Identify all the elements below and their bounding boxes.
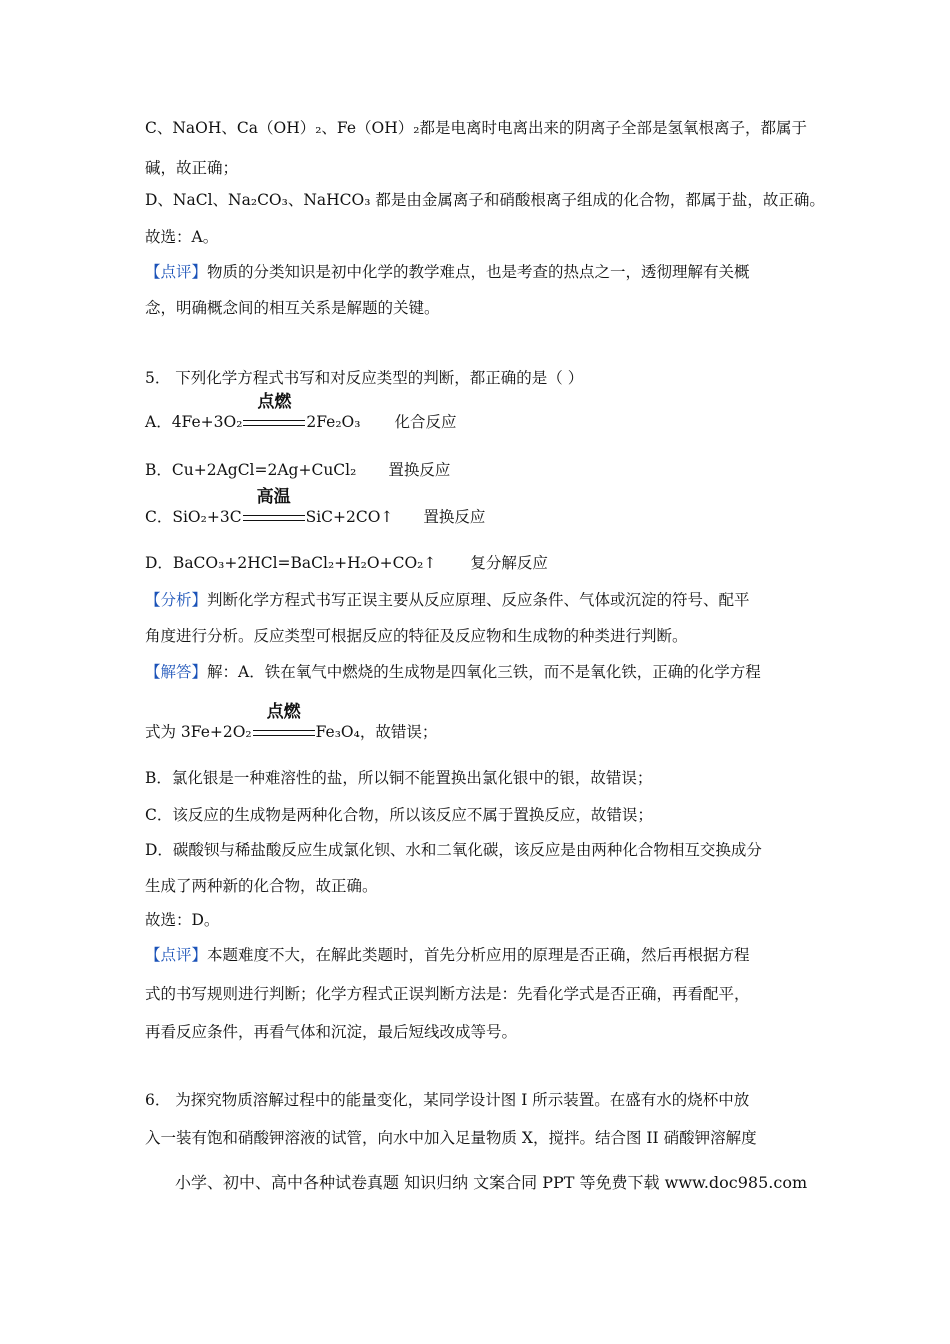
review-tag: 【点评】 (145, 263, 208, 281)
equation-right: Fe₃O₄，故错误； (315, 723, 438, 741)
reaction-condition: 高温 (256, 487, 291, 507)
reaction-condition: 点燃 (257, 392, 292, 412)
analysis-text: 判断化学方程式书写正误主要从反应原理、反应条件、气体或沉淀的符号、配平 (207, 591, 750, 609)
equals-bars (253, 730, 315, 736)
question-stem: 5． 下列化学方程式书写和对反应类型的判断，都正确的是（ ） (145, 369, 584, 387)
answer-line: 故选：D。 (145, 911, 220, 929)
text-line: 式的书写规则进行判断；化学方程式正误判断方法是：先看化学式是否正确，再看配平， (145, 985, 750, 1003)
reaction-type: 复分解反应 (470, 554, 548, 572)
solution-text: 解：A．铁在氧气中燃烧的生成物是四氧化三铁，而不是氧化铁，正确的化学方程 (207, 663, 761, 681)
equation-left: C．SiO₂+3C (145, 508, 242, 526)
text-line: D．碳酸钡与稀盐酸反应生成氯化钡、水和二氧化碳，该反应是由两种化合物相互交换成分 (145, 841, 762, 859)
review-paragraph (145, 262, 750, 282)
page-footer: 小学、初中、高中各种试卷真题 知识归纳 文案合同 PPT 等免费下载 www.doc985.com (175, 1173, 808, 1192)
solution-tag: 【解答】 (145, 663, 208, 681)
option-b (145, 460, 450, 480)
analysis-tag: 【分析】 (145, 591, 208, 609)
text-line: 角度进行分析。反应类型可根据反应的特征及反应物和生成物的种类进行判断。 (145, 627, 688, 645)
text-line: 再看反应条件，再看气体和沉淀，最后短线改成等号。 (145, 1023, 518, 1041)
solution-paragraph (145, 662, 761, 682)
reaction-arrow (252, 702, 316, 742)
solution-equation-line (145, 702, 438, 742)
text-line: 碱，故正确； (145, 159, 239, 177)
reaction-arrow (242, 392, 306, 432)
equation-left: 式为 3Fe+2O₂ (145, 723, 252, 741)
review-paragraph (145, 945, 750, 965)
review-tag: 【点评】 (145, 946, 208, 964)
equation-right: SiC+2CO↑ (305, 508, 394, 526)
equation-right: 2Fe₂O₃ (306, 413, 361, 431)
text-line: 生成了两种新的化合物，故正确。 (145, 877, 378, 895)
reaction-arrow (242, 487, 306, 527)
reaction-type: 置换反应 (423, 508, 486, 526)
equals-bars (243, 420, 305, 426)
text-line: D、NaCl、Na₂CO₃、NaHCO₃ 都是由金属离子和硝酸根离子组成的化合物，都属于盐，故正确。 (145, 191, 825, 209)
text-line: C．该反应的生成物是两种化合物，所以该反应不属于置换反应，故错误； (145, 806, 653, 824)
review-text: 物质的分类知识是初中化学的教学难点，也是考查的热点之一，透彻理解有关概 (207, 263, 750, 281)
equation-left: A．4Fe+3O₂ (145, 413, 243, 431)
reaction-type: 置换反应 (388, 461, 451, 479)
option-a (145, 392, 457, 432)
answer-line: 故选：A。 (145, 228, 219, 246)
equals-bars (243, 515, 305, 521)
text-line: 入一装有饱和硝酸钾溶液的试管，向水中加入足量物质 X，搅拌。结合图 II 硝酸钾溶解度 (145, 1129, 757, 1147)
equation: B．Cu+2AgCl=2Ag+CuCl₂ (145, 461, 357, 479)
option-c (145, 487, 486, 527)
reaction-type: 化合反应 (394, 413, 457, 431)
analysis-paragraph (145, 590, 750, 610)
text-line: C、NaOH、Ca（OH）₂、Fe（OH）₂都是电离时电离出来的阴离子全部是氢氧根离子，都属于 (145, 119, 807, 137)
text-line: B．氯化银是一种难溶性的盐，所以铜不能置换出氯化银中的银，故错误； (145, 769, 653, 787)
review-text: 本题难度不大，在解此类题时，首先分析应用的原理是否正确，然后再根据方程 (207, 946, 750, 964)
question-stem: 6． 为探究物质溶解过程中的能量变化，某同学设计图 I 所示装置。在盛有水的烧杯中放 (145, 1091, 750, 1109)
reaction-condition: 点燃 (266, 702, 301, 722)
text-line: 念，明确概念间的相互关系是解题的关键。 (145, 299, 440, 317)
equation: D．BaCO₃+2HCl=BaCl₂+H₂O+CO₂↑ (145, 554, 437, 572)
option-d (145, 553, 548, 573)
